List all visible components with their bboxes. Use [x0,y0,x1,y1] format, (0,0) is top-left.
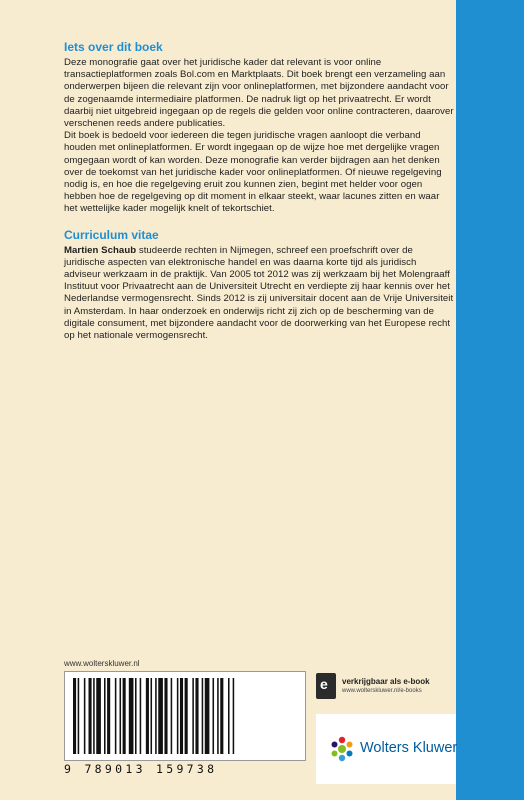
barcode [64,671,306,761]
barcode-bar [158,678,163,754]
ebook-icon [316,673,336,699]
barcode-bar [233,678,235,754]
barcode-bar [107,678,110,754]
barcode-bar [217,678,219,754]
barcode-bar [89,678,92,754]
barcode-bars [71,678,299,754]
ebook-badge[interactable] [316,673,456,701]
barcode-bar [73,678,76,754]
barcode-bar [135,678,137,754]
barcode-bar [205,678,210,754]
barcode-bar [195,678,198,754]
barcode-bar [213,678,215,754]
barcode-bar [220,678,223,754]
publisher-logo-box [316,714,456,784]
about-heading: Iets over dit boek [64,40,163,54]
barcode-bar [177,678,179,754]
barcode-bar [84,678,86,754]
blue-spine-bar [456,0,524,800]
about-paragraph-1: Deze monografie gaat over het juridische kader dat relevant is voor online transactieplatformen zoals Bol.com en Marktplaats. Dit boek brengt een verzameling aan onderwerpen bijeen die relevant zijn voor onlineplatformen, met bijzondere aandacht voor de zogenaamde intermediaire platformen. De nadruk ligt op het privaatrecht. Er wordt daarbij niet uitgebreid ingegaan op de regels die gelden voor online contracteren, daarover verschenen reeds andere publicaties. [64,57,454,130]
barcode-bar [146,678,149,754]
barcode-bar [129,678,134,754]
ebook-label: verkrijgbaar als e-book [342,677,430,686]
cv-text: studeerde rechten in Nijmegen, schreef een proefschrift over de juridische aspecten van elektronische handel en was daarna korte tijd als juridisch adviseur werkzaam in de praktijk. Van 2005 tot 2012 was zij werkzaam bij het Molengraaff Instituut voor Privaatrecht aan de Universiteit Utrecht en verdiepte zij haar kennis over het Nederlandse vermogensrecht. Sinds 2012 is zij universitair docent aan de Vrije Universiteit in Amsterdam. In haar onderzoek en onderwijs richt zij zich op de bescherming van de digitale consument, met bijzondere aandacht voor de doorwerking van het Europese recht op het nationale vermogensrecht. [64,244,454,342]
barcode-bar [228,678,230,754]
ebook-url[interactable]: www.wolterskluwer.nl/e-books [342,688,422,694]
barcode-bar [202,678,204,754]
barcode-bar [171,678,173,754]
barcode-bar [180,678,183,754]
wolters-kluwer-logo-icon [328,735,356,763]
cv-heading: Curriculum vitae [64,227,159,242]
barcode-bar [192,678,194,754]
about-paragraph-2: Dit boek is bedoeld voor iedereen die tegen juridische vragen aanloopt die verband houden met onlineplatformen. Er wordt ingegaan op de wijze hoe met dergelijke vragen omgegaan wordt of kan worden. Deze monografie kan verder bijdragen aan het denken over de toekomst van het juridische kader voor onlineplatformen. Of nieuwe regelgeving nodig is, en hoe die regelgeving eruit zou kunnen zien, begint met helder voor ogen hebben hoe de regelgeving op dit moment in elkaar steekt, waar lacunes zitten en waar het wettelijke kader mogelijk knelt of tekortschiet. [64,130,442,215]
barcode-number: 9 789013 159738 [64,762,218,776]
barcode-bar [151,678,153,754]
publisher-name: Wolters Kluwer [360,740,458,756]
barcode-bar [123,678,126,754]
website-url[interactable]: www.wolterskluwer.nl [64,659,140,668]
barcode-bar [120,678,122,754]
cv-section [64,228,454,343]
barcode-bar [78,678,80,754]
barcode-bar [96,678,101,754]
barcode-bar [164,678,167,754]
barcode-bar [140,678,142,754]
cv-paragraph [64,245,454,343]
barcode-bar [155,678,157,754]
barcode-bar [93,678,95,754]
author-name: Martien Schaub [64,244,137,256]
back-cover-text [64,40,454,342]
barcode-bar [115,678,117,754]
ebook-icon-letter: e [320,676,328,692]
barcode-bar [185,678,188,754]
barcode-bar [104,678,106,754]
